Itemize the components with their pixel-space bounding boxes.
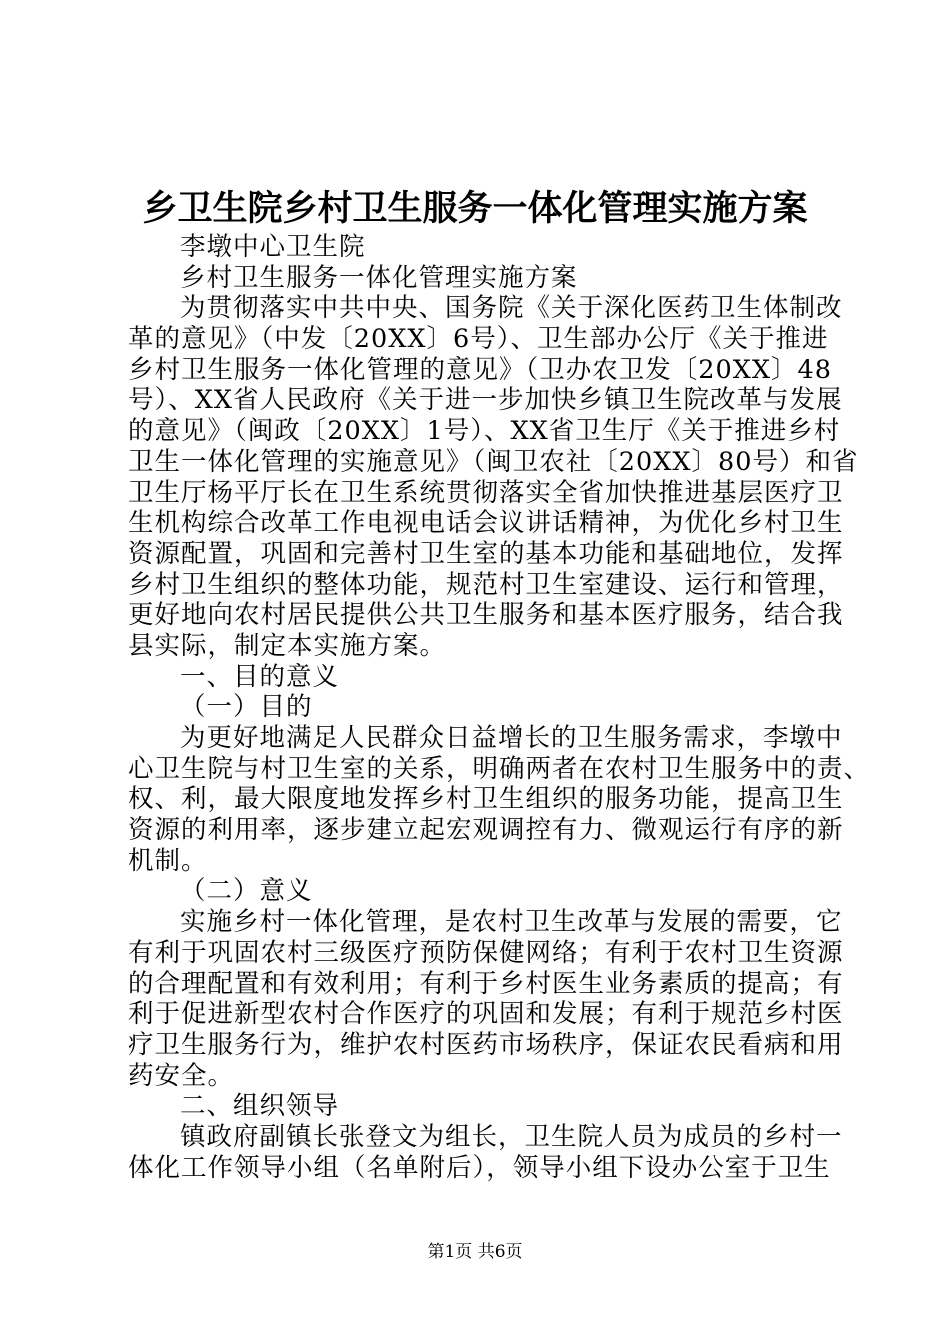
paragraph-line: 资源的利用率，逐步建立起宏观调控有力、微观运行有序的新 <box>128 815 844 846</box>
paragraph-line: 机制。 <box>128 845 208 876</box>
subsection-heading: （二）意义 <box>180 876 313 907</box>
paragraph-line: 乡村卫生组织的整体功能，规范村卫生室建设、运行和管理， <box>128 569 844 600</box>
paragraph-line: 体化工作领导小组（名单附后），领导小组下设办公室于卫生 <box>128 1152 831 1183</box>
paragraph-line: 更好地向农村居民提供公共卫生服务和基本医疗服务，结合我 <box>128 600 844 631</box>
section-heading: 二、组织领导 <box>180 1091 340 1122</box>
document-body <box>128 232 871 1183</box>
paragraph-line: 为贯彻落实中共中央、国务院《关于深化医药卫生体制改 <box>180 293 843 324</box>
subtitle-line: 乡村卫生服务一体化管理实施方案 <box>180 262 578 293</box>
paragraph-line: 药安全。 <box>128 1060 235 1091</box>
paragraph-line: 号）、XX省人民政府《关于进一步加快乡镇卫生院改革与发展 <box>128 385 843 416</box>
document-title: 乡卫生院乡村卫生服务一体化管理实施方案 <box>142 188 808 229</box>
org-name-line: 李墩中心卫生院 <box>180 232 366 262</box>
paragraph-line: 资源配置，巩固和完善村卫生室的基本功能和基础地位，发挥 <box>128 538 844 569</box>
paragraph-line: 疗卫生服务行为，维护农村医药市场秩序，保证农民看病和用 <box>128 1029 844 1060</box>
paragraph-line: 权、利，最大限度地发挥乡村卫生组织的服务功能，提高卫生 <box>128 784 844 815</box>
subsection-heading: （一）目的 <box>180 692 313 723</box>
paragraph-line: 卫生一体化管理的实施意见》（闽卫农社〔20XX〕80号）和省 <box>128 446 859 477</box>
paragraph-line: 实施乡村一体化管理，是农村卫生改革与发展的需要，它 <box>180 907 843 938</box>
paragraph-line: 生机构综合改革工作电视电话会议讲话精神，为优化乡村卫生 <box>128 508 844 539</box>
paragraph-line: 卫生厅杨平厅长在卫生系统贯彻落实全省加快推进基层医疗卫 <box>128 477 844 508</box>
paragraph-line: 为更好地满足人民群众日益增长的卫生服务需求，李墩中 <box>180 723 843 753</box>
page-number-footer: 第1页 共6页 <box>427 1242 523 1262</box>
paragraph-line: 的合理配置和有效利用；有利于乡村医生业务素质的提高；有 <box>128 968 844 999</box>
paragraph-line: 革的意见》（中发〔20XX〕6号）、卫生部办公厅《关于推进 <box>128 324 829 355</box>
paragraph-line: 心卫生院与村卫生室的关系，明确两者在农村卫生服务中的责、 <box>128 753 871 784</box>
paragraph-line: 县实际，制定本实施方案。 <box>128 630 447 661</box>
paragraph-line: 有利于巩固农村三级医疗预防保健网络；有利于农村卫生资源 <box>128 937 844 968</box>
paragraph-line: 乡村卫生服务一体化管理的意见》（卫办农卫发〔20XX〕48 <box>128 354 832 385</box>
section-heading: 一、目的意义 <box>180 661 340 692</box>
paragraph-line: 利于促进新型农村合作医疗的巩固和发展；有利于规范乡村医 <box>128 999 844 1030</box>
paragraph-line: 镇政府副镇长张登文为组长，卫生院人员为成员的乡村一 <box>180 1121 843 1152</box>
paragraph-line: 的意见》（闽政〔20XX〕1号）、XX省卫生厅《关于推进乡村 <box>128 416 841 447</box>
